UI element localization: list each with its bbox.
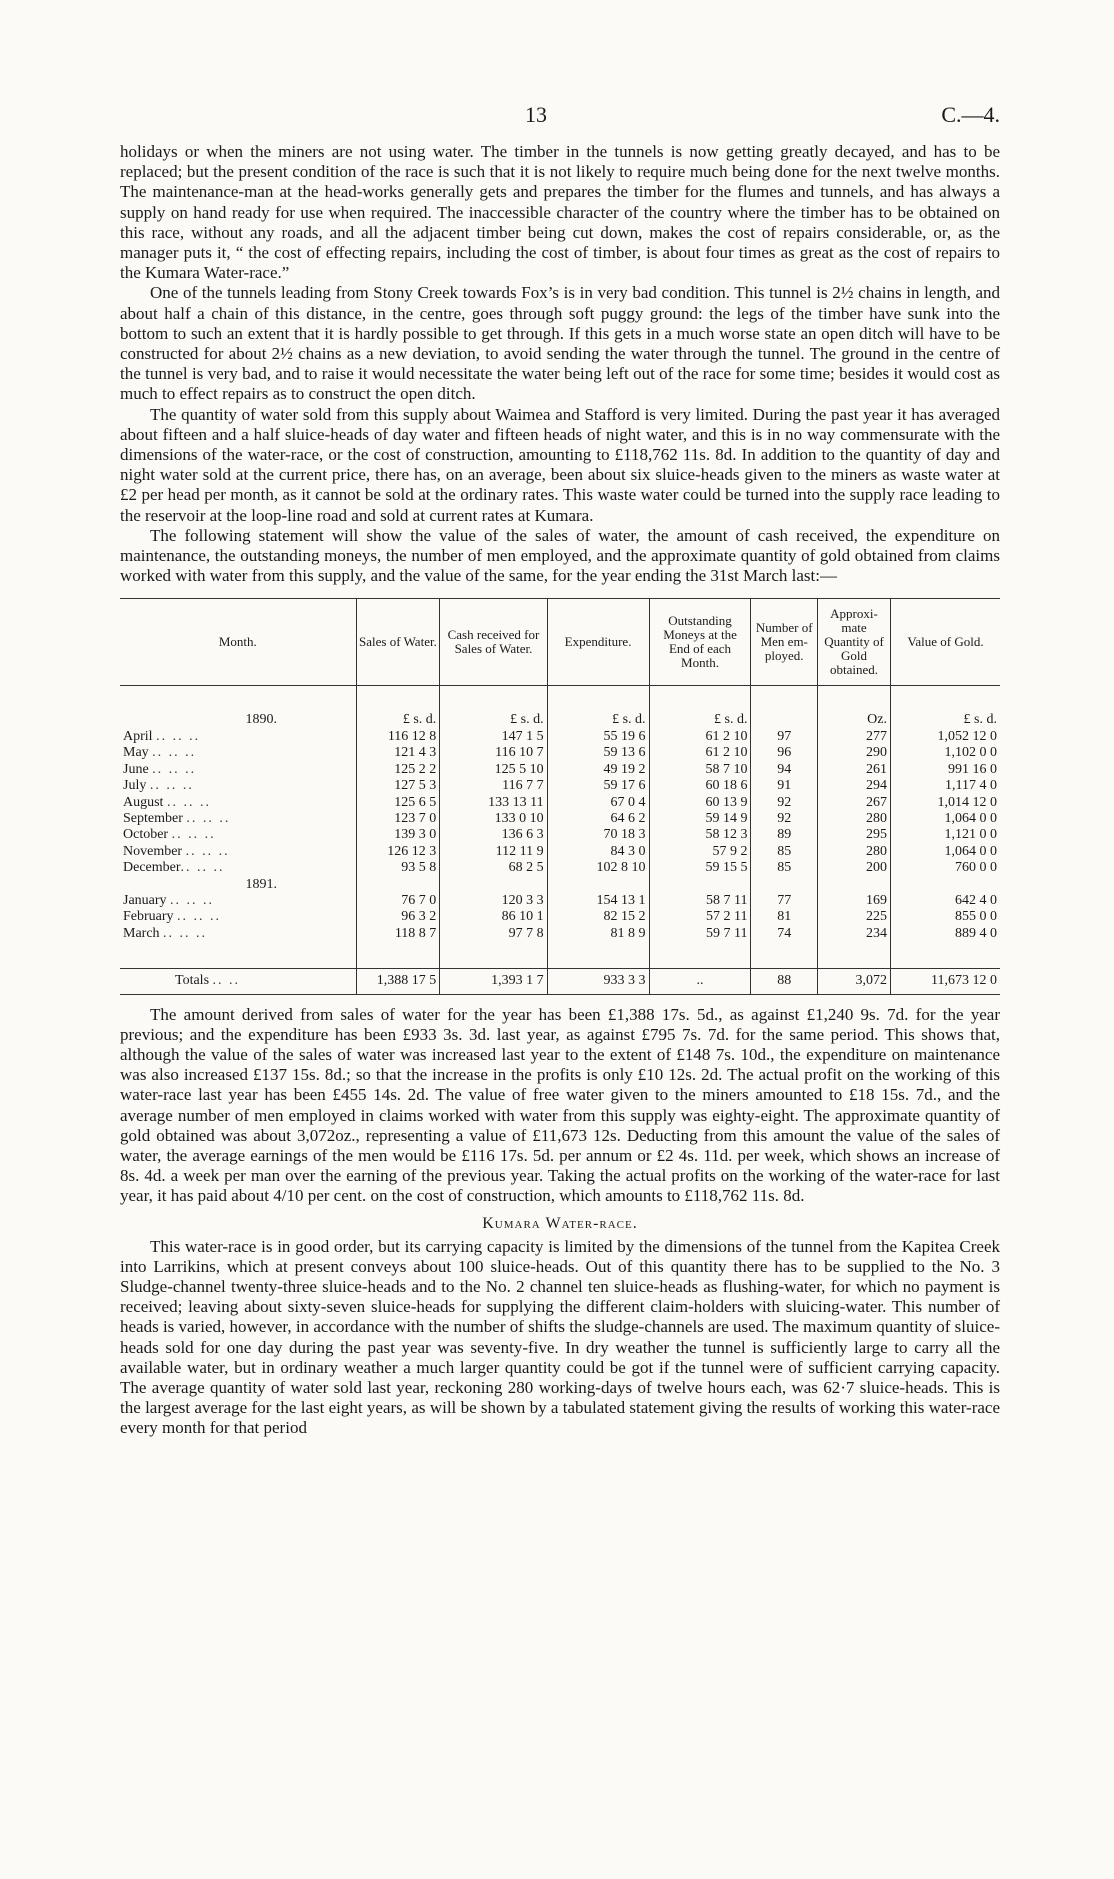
col-header-month: Month. xyxy=(120,599,356,686)
col-header-gold-qty: Approxi-mate Quantity of Gold obtained. xyxy=(818,599,891,686)
men-cell: 94 xyxy=(751,762,818,778)
cash-cell: 147 1 5 xyxy=(440,729,547,745)
unit-label: £ s. d. xyxy=(356,712,440,728)
cash-cell: 116 7 7 xyxy=(440,778,547,794)
expenditure-cell: 67 0 4 xyxy=(547,795,649,811)
page-header xyxy=(120,92,1000,142)
unit-label: £ s. d. xyxy=(649,712,751,728)
outstanding-cell: 61 2 10 xyxy=(649,745,751,761)
gold-value-cell: 991 16 0 xyxy=(890,762,1000,778)
gold-qty-cell: 277 xyxy=(818,729,891,745)
gold-qty-cell: 200 xyxy=(818,860,891,876)
table-row xyxy=(120,811,1000,827)
outstanding-cell: 58 7 10 xyxy=(649,762,751,778)
table-row xyxy=(120,795,1000,811)
year-label: 1891. xyxy=(245,876,278,892)
table-row xyxy=(120,893,1000,909)
expenditure-cell: 102 8 10 xyxy=(547,860,649,876)
gold-value-cell: 1,064 0 0 xyxy=(890,844,1000,860)
col-header-sales: Sales of Water. xyxy=(356,599,440,686)
gold-value-cell: 855 0 0 xyxy=(890,909,1000,925)
men-cell: 85 xyxy=(751,844,818,860)
expenditure-cell: 81 8 9 xyxy=(547,926,649,942)
cash-cell: 125 5 10 xyxy=(440,762,547,778)
sales-cell: 96 3 2 xyxy=(356,909,440,925)
outstanding-cell: 58 12 3 xyxy=(649,827,751,843)
total-men-cell: 88 xyxy=(751,969,818,994)
table-row xyxy=(120,827,1000,843)
outstanding-cell: 60 18 6 xyxy=(649,778,751,794)
paragraph: The amount derived from sales of water for the year has been £1,388 17s. 5d., as against £1,240 9s. 7d. for the year previous; and the expenditure has been £933 3s. 3d. last year, as against £795 7s. 7d. for the same period. This shows that, although the value of the sales of water was increased last year to the extent of £148 7s. 10d., the expenditure on maintenance was also increased £137 15s. 8d.; so that the increase in the profits is only £10 12s. 2d. The actual profit on the working of this water-race last year has been £455 14s. 2d. The value of free water given to the miners amounted to £18 15s. 7d., and the average number of men employed in claims worked with water from this supply was eighty-eight. The approximate quantity of gold obtained was about 3,072oz., representing a value of £11,673 12s. Deducting from this amount the value of the sales of water, the average earnings of the men would be £116 17s. 5d. per annum or £2 4s. 11d. per week, which shows an increase of 8s. 4d. a week per man over the earning of the previous year. Taking the actual profits on the working of the water-race for last year, it has paid about 4/10 per cent. on the cost of construction, which amounts to £118,762 11s. 8d. xyxy=(120,1004,1000,1206)
cash-cell: 133 13 11 xyxy=(440,795,547,811)
table-row xyxy=(120,762,1000,778)
gold-qty-cell: 169 xyxy=(818,893,891,909)
table-row xyxy=(120,926,1000,942)
sales-cell: 127 5 3 xyxy=(356,778,440,794)
sales-cell: 76 7 0 xyxy=(356,893,440,909)
gold-value-cell: 1,014 12 0 xyxy=(890,795,1000,811)
col-header-men: Number of Men em-ployed. xyxy=(751,599,818,686)
cash-cell: 116 10 7 xyxy=(440,745,547,761)
cash-cell: 133 0 10 xyxy=(440,811,547,827)
gold-value-cell: 1,102 0 0 xyxy=(890,745,1000,761)
totals-row xyxy=(120,969,1000,994)
gold-value-cell: 1,052 12 0 xyxy=(890,729,1000,745)
col-header-gold-value: Value of Gold. xyxy=(890,599,1000,686)
total-outstanding-cell: .. xyxy=(649,969,751,994)
total-sales-cell: 1,388 17 5 xyxy=(356,969,440,994)
cash-cell: 112 11 9 xyxy=(440,844,547,860)
paragraph: holidays or when the miners are not using water. The timber in the tunnels is now getting greatly decayed, and has to be replaced; but the present condition of the race is such that it is not likely to require much being done for the next twelve months. The maintenance-man at the head-works generally gets and prepares the timber for the flumes and tunnels, and has always a supply on hand ready for use when required. The inaccessible character of the country where the timber has to be obtained on this race, without any roads, and all the adjacent timber being cut down, makes the cost of repairs considerable, or, as the manager puts it, “ the cost of effecting repairs, including the cost of timber, is about four times as great as the cost of repairs to the Kumara Water-race.” xyxy=(120,142,1000,283)
table-header-row xyxy=(120,599,1000,686)
outstanding-cell: 59 15 5 xyxy=(649,860,751,876)
men-cell: 85 xyxy=(751,860,818,876)
year-row xyxy=(120,877,1000,893)
paragraph: This water-race is in good order, but its carrying capacity is limited by the dimensions of the tunnel from the Kapitea Creek into Larrikins, which at present conveys about 100 sluice-heads. Out of this quantity there has to be supplied to the No. 3 Sludge-channel twenty-three sluice-heads and to the No. 2 channel ten sluice-heads as flushing-water, for which no payment is received; leaving about sixty-seven sluice-heads for supplying the different claim-holders with sluicing-water. This number of heads is varied, however, in accordance with the number of shifts the sludge-channels are used. The maximum quantity of sluice-heads sold for one day during the past year was seventy-five. In dry weather the tunnel is sufficiently large to carry all the available water, but in ordinary weather a much larger quantity could be got if the tunnel were of sufficient carrying capacity. The average quantity of water sold last year, reckoning 280 working-days of twelve hours each, was 62·7 sluice-heads. This is the largest average for the last eight years, as will be shown by a tabulated statement giving the results of working this water-race every month for that period xyxy=(120,1236,1000,1438)
month-cell: September .. .. .. xyxy=(123,810,231,826)
paragraph: The quantity of water sold from this supply about Waimea and Stafford is very limited. During the past year it has averaged about fifteen and a half sluice-heads of day water and fifteen heads of night water, and this is in no way commensurate with the dimensions of the water-race, or the cost of construction, amounting to £118,762 11s. 8d. In addition to the quantity of day and night water sold at the current price, there has, on an average, been about six sluice-heads given to the miners as waste water at £2 per head per month, as it cannot be sold at the ordinary rates. This waste water could be turned into the supply race leading to the reservoir at the loop-line road and sold at current rates at Kumara. xyxy=(120,404,1000,525)
outstanding-cell: 61 2 10 xyxy=(649,729,751,745)
gold-value-cell: 642 4 0 xyxy=(890,893,1000,909)
col-header-outstanding: Outstanding Moneys at the End of each Month. xyxy=(649,599,751,686)
sales-cell: 123 7 0 xyxy=(356,811,440,827)
section-title: Kumara Water-race. xyxy=(482,1214,638,1232)
total-gold-value-cell: 11,673 12 0 xyxy=(890,969,1000,994)
total-cash-cell: 1,393 1 7 xyxy=(440,969,547,994)
gold-qty-cell: 280 xyxy=(818,844,891,860)
table-row xyxy=(120,778,1000,794)
month-cell: March .. .. .. xyxy=(123,925,208,941)
men-cell: 91 xyxy=(751,778,818,794)
expenditure-cell: 59 13 6 xyxy=(547,745,649,761)
month-cell: July .. .. .. xyxy=(123,778,194,794)
paragraph: The following statement will show the value of the sales of water, the amount of cash received, the expenditure on maintenance, the outstanding moneys, the number of men employed, and the approximate quantity of gold obtained from claims worked with water from this supply, and the value of the same, for the year ending the 31st March last:— xyxy=(120,525,1000,586)
sales-cell: 125 2 2 xyxy=(356,762,440,778)
table-row xyxy=(120,860,1000,876)
gold-qty-cell: 290 xyxy=(818,745,891,761)
gold-value-cell: 1,117 4 0 xyxy=(890,778,1000,794)
men-cell: 97 xyxy=(751,729,818,745)
unit-label: Oz. xyxy=(818,712,891,728)
gold-qty-cell: 295 xyxy=(818,827,891,843)
month-cell: October .. .. .. xyxy=(123,827,216,843)
outstanding-cell: 59 7 11 xyxy=(649,926,751,942)
expenditure-cell: 49 19 2 xyxy=(547,762,649,778)
men-cell: 92 xyxy=(751,795,818,811)
expenditure-cell: 55 19 6 xyxy=(547,729,649,745)
water-sales-table xyxy=(120,598,1000,994)
table-row xyxy=(120,729,1000,745)
document-code: C.—4. xyxy=(941,102,1000,127)
outstanding-cell: 57 2 11 xyxy=(649,909,751,925)
total-gold-qty-cell: 3,072 xyxy=(818,969,891,994)
outstanding-cell: 57 9 2 xyxy=(649,844,751,860)
col-header-cash: Cash received for Sales of Water. xyxy=(440,599,547,686)
gold-value-cell: 889 4 0 xyxy=(890,926,1000,942)
unit-label: £ s. d. xyxy=(890,712,1000,728)
outstanding-cell: 60 13 9 xyxy=(649,795,751,811)
expenditure-cell: 59 17 6 xyxy=(547,778,649,794)
cash-cell: 97 7 8 xyxy=(440,926,547,942)
gold-value-cell: 760 0 0 xyxy=(890,860,1000,876)
unit-label: £ s. d. xyxy=(547,712,649,728)
document-page xyxy=(120,92,1000,1439)
month-cell: June .. .. .. xyxy=(123,761,197,777)
men-cell: 81 xyxy=(751,909,818,925)
men-cell: 92 xyxy=(751,811,818,827)
gold-value-cell: 1,064 0 0 xyxy=(890,811,1000,827)
cash-cell: 68 2 5 xyxy=(440,860,547,876)
table-row xyxy=(120,844,1000,860)
sales-cell: 116 12 8 xyxy=(356,729,440,745)
col-header-expenditure: Expenditure. xyxy=(547,599,649,686)
month-cell: January .. .. .. xyxy=(123,892,215,908)
expenditure-cell: 154 13 1 xyxy=(547,893,649,909)
cash-cell: 136 6 3 xyxy=(440,827,547,843)
cash-cell: 86 10 1 xyxy=(440,909,547,925)
month-cell: May .. .. .. xyxy=(123,745,197,761)
paragraph: One of the tunnels leading from Stony Creek towards Fox’s is in very bad condition. This tunnel is 2½ chains in length, and about half a chain of this distance, in the centre, goes through soft puggy ground: the legs of the timber have sunk into the bottom to such an extent that it is hardly possible to get through. If this gets in a much worse state an open ditch will have to be constructed for about 2½ chains as a new deviation, to avoid sending the water through the tunnel. The ground in the centre of the tunnel is very bad, and to raise it would necessitate the water being left out of the race for some time; besides it would cost as much to effect repairs as to construct the open ditch. xyxy=(120,283,1000,404)
units-row xyxy=(120,712,1000,728)
month-cell: December.. .. .. xyxy=(123,860,225,876)
sales-cell: 125 6 5 xyxy=(356,795,440,811)
gold-qty-cell: 294 xyxy=(818,778,891,794)
gold-qty-cell: 225 xyxy=(818,909,891,925)
expenditure-cell: 82 15 2 xyxy=(547,909,649,925)
men-cell: 74 xyxy=(751,926,818,942)
expenditure-cell: 84 3 0 xyxy=(547,844,649,860)
outstanding-cell: 59 14 9 xyxy=(649,811,751,827)
gold-value-cell: 1,121 0 0 xyxy=(890,827,1000,843)
unit-label: £ s. d. xyxy=(440,712,547,728)
year-label: 1890. xyxy=(245,712,278,728)
month-cell: November .. .. .. xyxy=(123,843,230,859)
cash-cell: 120 3 3 xyxy=(440,893,547,909)
table-row xyxy=(120,909,1000,925)
men-cell: 89 xyxy=(751,827,818,843)
men-cell: 77 xyxy=(751,893,818,909)
gold-qty-cell: 261 xyxy=(818,762,891,778)
sales-cell: 126 12 3 xyxy=(356,844,440,860)
gold-qty-cell: 267 xyxy=(818,795,891,811)
total-expenditure-cell: 933 3 3 xyxy=(547,969,649,994)
sales-cell: 121 4 3 xyxy=(356,745,440,761)
sales-cell: 139 3 0 xyxy=(356,827,440,843)
month-cell: February .. .. .. xyxy=(123,909,222,925)
expenditure-cell: 70 18 3 xyxy=(547,827,649,843)
men-cell: 96 xyxy=(751,745,818,761)
page-number: 13 xyxy=(525,102,547,127)
table-row xyxy=(120,745,1000,761)
month-cell: August .. .. .. xyxy=(123,794,211,810)
gold-qty-cell: 280 xyxy=(818,811,891,827)
month-cell: April .. .. .. xyxy=(123,728,201,744)
expenditure-cell: 64 6 2 xyxy=(547,811,649,827)
gold-qty-cell: 234 xyxy=(818,926,891,942)
sales-cell: 118 8 7 xyxy=(356,926,440,942)
outstanding-cell: 58 7 11 xyxy=(649,893,751,909)
sales-cell: 93 5 8 xyxy=(356,860,440,876)
totals-label: Totals .. .. xyxy=(120,969,356,994)
